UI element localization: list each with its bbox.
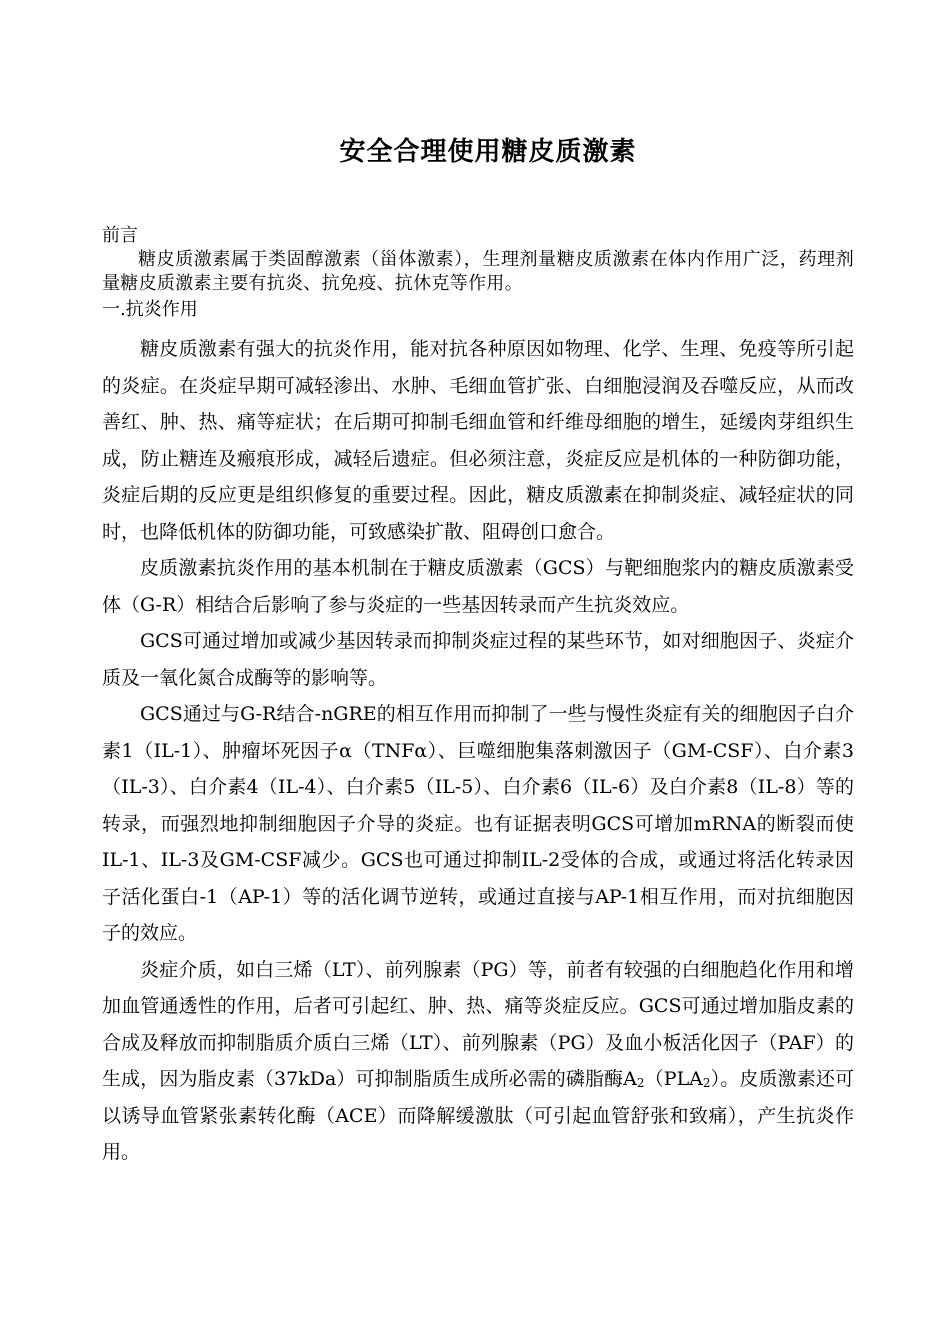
intro-paragraph: 糖皮质激素属于类固醇激素（甾体激素），生理剂量糖皮质激素在体内作用广泛，药理剂量糖皮质激素主要有抗炎、抗免疫、抗休克等作用。 <box>102 249 854 294</box>
body-paragraph-4: GCS通过与G-R结合-nGRE的相互作用而抑制了一些与慢性炎症有关的细胞因子白介素1（IL-1）、肿瘤坏死因子α（TNFα）、巨噬细胞集落刺激因子（GM-CSF）、白介素3（IL-3）、白介素4（IL-4）、白介素5（IL-5）、白介素6（IL-6）及白介素8（IL-8）等的转录，而强烈地抑制细胞因子介导的炎症。也有证据表明GCS可增加mRNA的断裂而使IL-1、IL-3及GM-CSF减少。GCS也可通过抑制IL-2受体的合成，或通过将活化转录因子活化蛋白-1（AP-1）等的活化调节逆转，或通过直接与AP-1相互作用，而对抗细胞因子的效应。 <box>102 703 854 944</box>
document-title: 安全合理使用糖皮质激素 <box>339 137 637 167</box>
preface-label: 前言 <box>102 225 138 246</box>
body-paragraph-1: 糖皮质激素有强大的抗炎作用，能对抗各种原因如物理、化学、生理、免疫等所引起的炎症。在炎症早期可减轻渗出、水肿、毛细血管扩张、白细胞浸润及吞噬反应，从而改善红、肿、热、痛等症状；在后期可抑制毛细血管和纤维母细胞的增生，延缓肉芽组织生成，防止糖连及瘢痕形成，减轻后遗症。但必须注意，炎症反应是机体的一种防御功能，炎症后期的反应更是组织修复的重要过程。因此，糖皮质激素在抑制炎症、减轻症状的同时，也降低机体的防御功能，可致感染扩散、阻碍创口愈合。 <box>102 338 854 543</box>
paragraph-5-text-c: ）。皮质激素还可以诱导血管紧张素转化酶（ACE）而降解缓激肽（可引起血管舒张和致痛），产生抗炎作用。 <box>102 1068 854 1163</box>
subscript-2: 2 <box>636 1076 645 1090</box>
paragraph-5-text-b: （PLA <box>644 1068 703 1090</box>
document-body <box>102 224 854 1171</box>
body-paragraph-3: GCS可通过增加或减少基因转录而抑制炎症过程的某些环节，如对细胞因子、炎症介质及一氧化氮合成酶等的影响等。 <box>102 630 854 689</box>
paragraph-5-text-a: 炎症介质，如白三烯（LT）、前列腺素（PG）等，前者有较强的白细胞趋化作用和增加血管通透性的作用，后者可引起红、肿、热、痛等炎症反应。GCS可通过增加脂皮素的合成及释放而抑制脂质介质白三烯（LT）、前列腺素（PG）及血小板活化因子（PAF）的生成，因为脂皮素（37kDa）可抑制脂质生成所必需的磷脂酶A <box>102 958 854 1090</box>
subscript-2: 2 <box>702 1076 711 1090</box>
body-paragraph-2: 皮质激素抗炎作用的基本机制在于糖皮质激素（GCS）与靶细胞浆内的糖皮质激素受体（G-R）相结合后影响了参与炎症的一些基因转录而产生抗炎效应。 <box>102 557 854 616</box>
section-heading-anti-inflammatory: 一.抗炎作用 <box>102 299 198 320</box>
body-paragraph-5 <box>102 952 854 1171</box>
